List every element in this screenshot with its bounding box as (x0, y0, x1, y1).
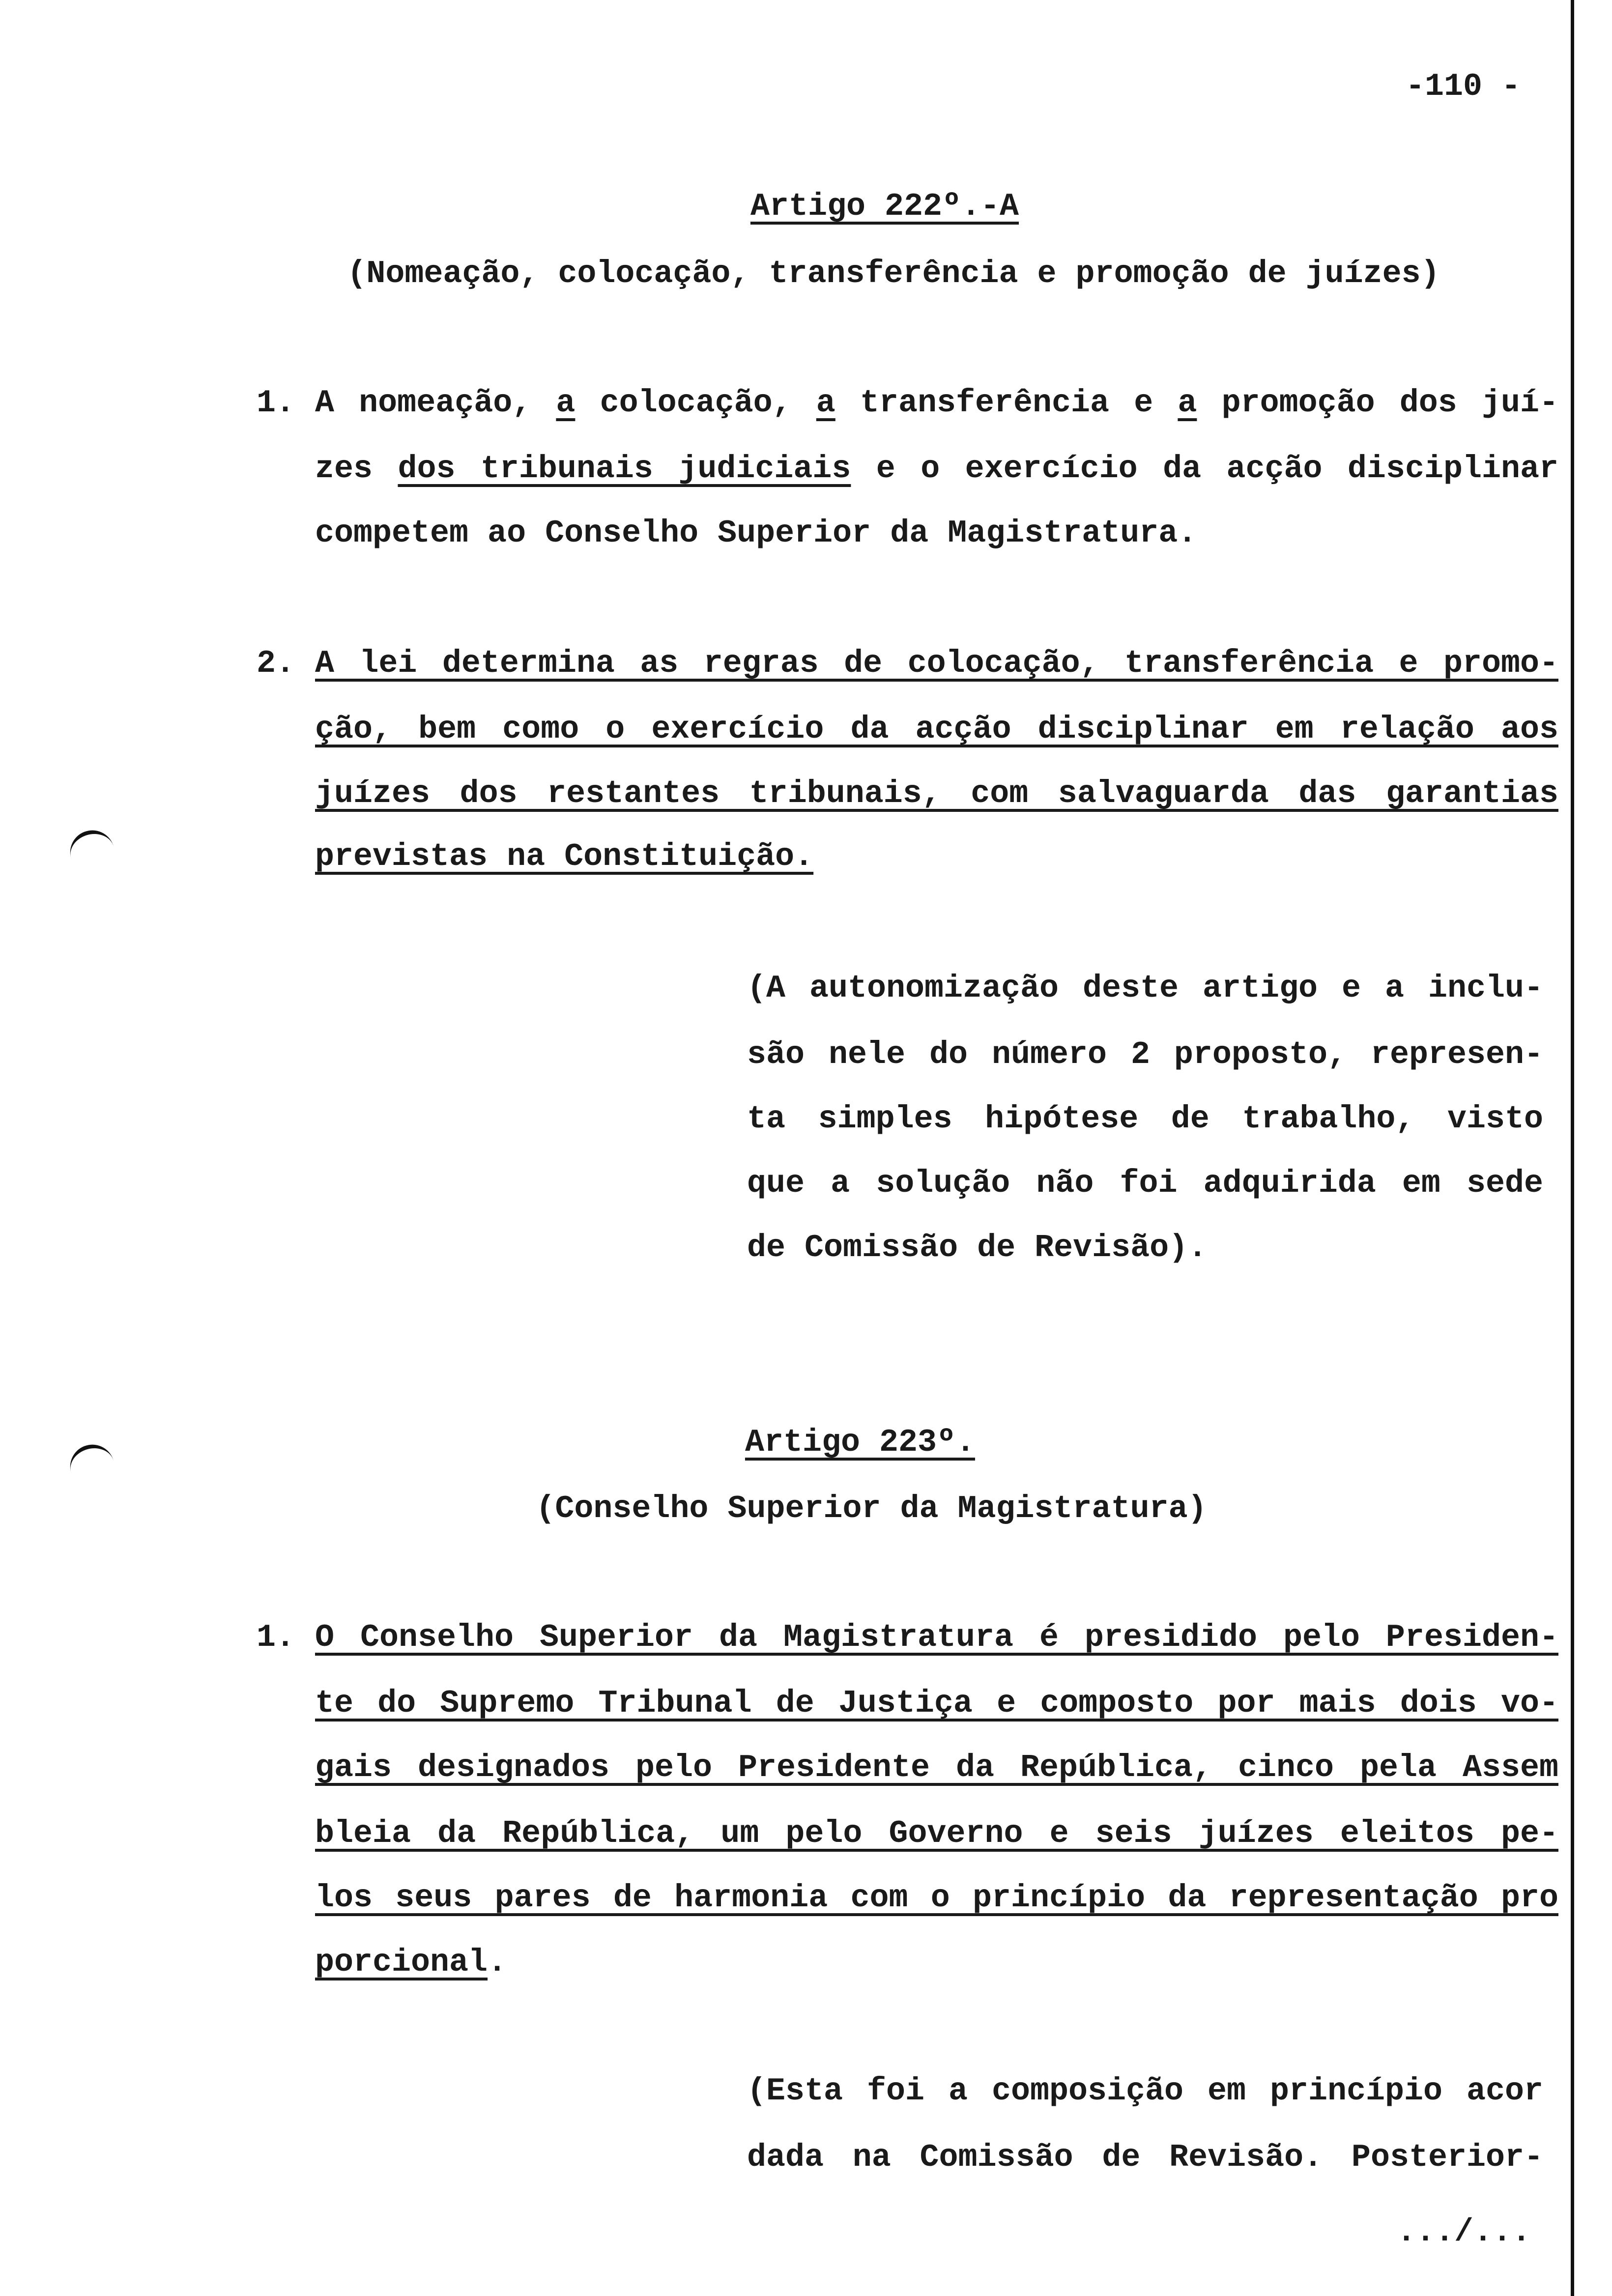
paragraph-line (315, 1748, 1558, 1787)
underlined-text: te do Supremo Tribunal de Justiça e composto por mais dois vo- (315, 1685, 1558, 1722)
note-line: são nele do número 2 proposto, represen- (747, 1036, 1543, 1073)
underlined-text: ção, bem como o exercício da acção disciplinar em relação aos (315, 711, 1558, 747)
note-line: ta simples hipótese de trabalho, visto (747, 1101, 1543, 1137)
underlined-text: A lei determina as regras de colocação, transferência e promo- (315, 645, 1558, 682)
underlined-text: a (816, 385, 835, 421)
note-line: (A autonomização deste artigo e a inclu- (747, 970, 1543, 1006)
page-edge-line (1571, 0, 1574, 2296)
paragraph-line (315, 1943, 1558, 1982)
paragraph-line (315, 514, 1558, 553)
margin-mark (65, 826, 117, 869)
paragraph-line (315, 644, 1558, 683)
underlined-text: bleia da República, um pelo Governo e seis juízes eleitos pe- (315, 1815, 1558, 1852)
underlined-text: O Conselho Superior da Magistratura é presidido pelo Presiden- (315, 1619, 1558, 1656)
text-segment: e o exercício da acção disciplinar (851, 451, 1558, 487)
underlined-text: juízes dos restantes tribunais, com salvaguarda das garantias (315, 775, 1558, 812)
paragraph-line (315, 449, 1558, 488)
underlined-text: gais designados pelo Presidente da República, cinco pela Assem (315, 1750, 1558, 1786)
note-line: que a solução não foi adquirida em sede (747, 1165, 1543, 1202)
text-segment: colocação, (575, 385, 816, 421)
article-223-title: Artigo 223º. (745, 1424, 976, 1461)
text-segment: A nomeação, (315, 385, 556, 421)
underlined-text: previstas na Constituição. (315, 838, 814, 875)
underlined-text: porcional (315, 1944, 488, 1980)
item-number: 1. (257, 1619, 295, 1656)
note-line: de Comissão de Revisão). (747, 1230, 1208, 1266)
paragraph-line (315, 1618, 1558, 1657)
text-segment: promoção dos juí- (1197, 385, 1558, 421)
note-line: dada na Comissão de Revisão. Posterior- (747, 2139, 1543, 2176)
paragraph-line (315, 710, 1558, 749)
text-segment: zes (315, 451, 398, 487)
paragraph-line (315, 383, 1558, 423)
text-segment: competem ao Conselho Superior da Magistratura. (315, 515, 1197, 551)
paragraph-line (315, 837, 1558, 876)
underlined-text: a (556, 385, 576, 421)
underlined-text: dos tribunais judiciais (398, 451, 851, 487)
article-222a-title: Artigo 222º.-A (750, 188, 1019, 225)
page-number: -110 - (1406, 68, 1521, 105)
paragraph-line (315, 1814, 1558, 1853)
text-segment: transferência e (835, 385, 1178, 421)
paragraph-line (315, 1684, 1558, 1723)
text-segment: . (488, 1944, 507, 1980)
item-number: 2. (257, 645, 295, 682)
note-line: (Esta foi a composição em princípio acor (747, 2073, 1543, 2109)
item-number: 1. (257, 385, 295, 421)
paragraph-line (315, 1878, 1558, 1918)
continuation-mark: .../... (1396, 2214, 1531, 2250)
article-222a-subtitle: (Nomeação, colocação, transferência e promoção de juízes) (347, 256, 1440, 292)
paragraph-line (315, 774, 1558, 813)
underlined-text: los seus pares de harmonia com o princípio da representação pro (315, 1880, 1558, 1916)
underlined-text: a (1178, 385, 1197, 421)
article-223-subtitle: (Conselho Superior da Magistratura) (536, 1491, 1207, 1527)
